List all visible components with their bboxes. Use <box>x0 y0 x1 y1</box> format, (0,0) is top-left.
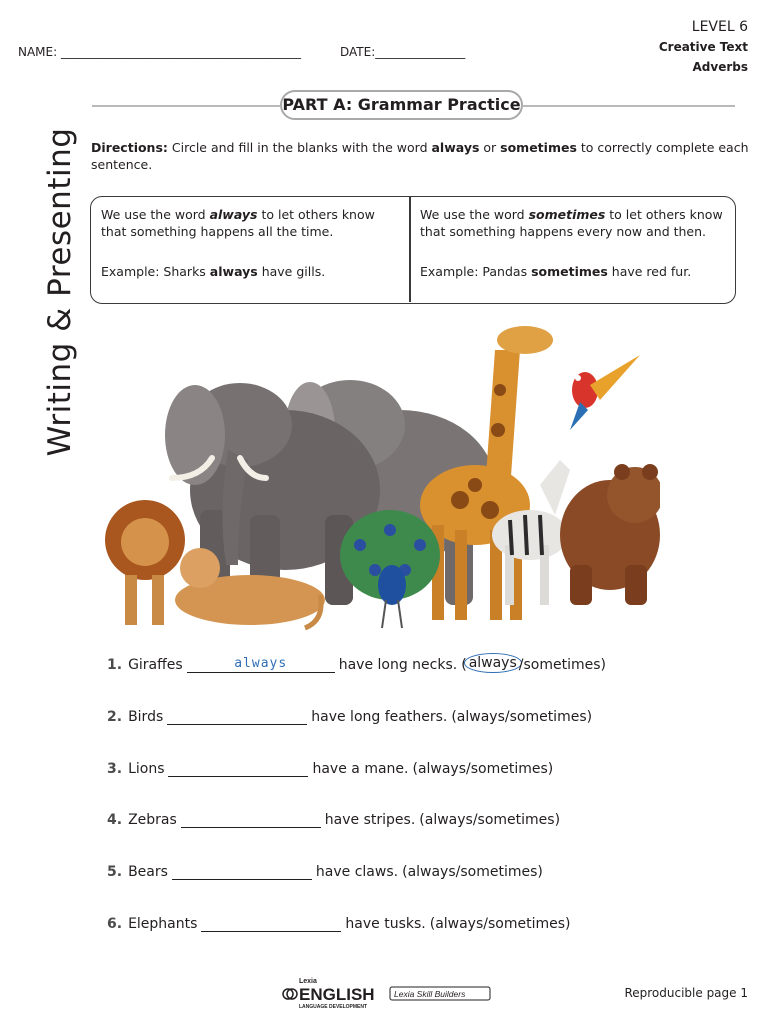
choice-paren: ) <box>554 812 561 828</box>
choice-paren: ( <box>461 657 467 673</box>
exercise-subject: Lions <box>128 761 165 777</box>
rule-text: to let others know that something happens every now and then. <box>420 207 723 239</box>
exercise-number: 4. <box>107 812 123 828</box>
choice-sometimes[interactable]: sometimes <box>487 916 566 932</box>
rule-always <box>101 206 391 280</box>
directions <box>91 139 751 173</box>
rule-text: to let others know that something happens all the time. <box>101 207 375 239</box>
choice-always[interactable]: always <box>456 709 505 725</box>
choice-separator: / <box>483 916 488 932</box>
exercise-6 <box>107 910 571 932</box>
rule-always-text <box>101 206 391 240</box>
directions-word-sometimes: sometimes <box>500 140 577 155</box>
directions-word-always: always <box>431 140 480 155</box>
example-always <box>101 263 391 280</box>
choice-sometimes[interactable]: sometimes <box>523 657 601 673</box>
choice-sometimes[interactable]: sometimes <box>470 761 548 777</box>
exercise-subject: Zebras <box>128 812 177 828</box>
exercise-2 <box>107 703 592 725</box>
lion-icon <box>105 500 185 625</box>
exercise-number: 5. <box>107 864 123 880</box>
choice-paren: ) <box>547 761 554 777</box>
exercise-subject: Elephants <box>128 916 198 932</box>
answer-blank[interactable] <box>201 913 341 932</box>
exercise-predicate: have tusks. <box>345 916 426 932</box>
name-field[interactable]: NAME: ________________________________________ <box>18 45 301 59</box>
answer-blank[interactable] <box>168 758 308 777</box>
topic-label: Adverbs <box>692 60 748 74</box>
logo-badge: Lexia Skill Builders <box>394 989 466 999</box>
logo-word: ENGLISH <box>299 985 375 1004</box>
exercise-subject: Bears <box>128 864 168 880</box>
exercise-5 <box>107 858 543 880</box>
logo-sub: LANGUAGE DEVELOPMENT <box>299 1004 368 1010</box>
example-text: Example: Pandas <box>420 264 532 279</box>
choice-paren: ( <box>419 812 425 828</box>
logo-brand: Lexia <box>299 978 317 985</box>
choice-paren: ) <box>586 709 593 725</box>
choice-paren: ( <box>412 761 418 777</box>
exercise-predicate: have long feathers. <box>311 709 448 725</box>
example-word: sometimes <box>531 264 608 279</box>
rule-word: always <box>209 207 258 222</box>
exercise-number: 6. <box>107 916 123 932</box>
exercise-predicate: have claws. <box>315 864 399 880</box>
answer-blank[interactable] <box>172 861 312 880</box>
choice-separator: / <box>466 761 471 777</box>
example-text: Example: Sharks <box>101 264 210 279</box>
choice-paren: ) <box>537 864 543 880</box>
exercise-number: 1. <box>107 657 123 673</box>
choice-sometimes[interactable]: sometimes <box>509 709 587 725</box>
rule-text: We use the word <box>101 207 210 222</box>
answer-text: always <box>234 656 288 671</box>
choice-always[interactable]: always <box>424 812 473 828</box>
exercise-3 <box>107 755 553 777</box>
exercise-predicate: have stripes. <box>324 812 416 828</box>
exercise-predicate: have long necks. <box>338 657 458 673</box>
directions-text: Circle and fill in the blanks with the word <box>167 140 432 155</box>
animals-illustration <box>100 310 660 640</box>
choice-sometimes[interactable]: sometimes <box>477 812 555 828</box>
exercise-number: 3. <box>107 761 123 777</box>
exercise-4 <box>107 806 560 828</box>
choice-separator: / <box>455 864 461 880</box>
date-field[interactable]: DATE:_______________ <box>340 45 466 59</box>
rule-sometimes <box>420 206 732 280</box>
choice-always[interactable]: always <box>435 916 484 932</box>
exercise-number: 2. <box>107 709 123 725</box>
rule-text: We use the word <box>420 207 529 222</box>
section-heading: PART A: Grammar Practice <box>280 90 523 120</box>
rule-sometimes-text <box>420 206 732 240</box>
choice-separator: / <box>472 812 478 828</box>
exercise-1 <box>107 651 606 673</box>
heading-rule-left <box>92 105 280 107</box>
subject-label: Creative Text <box>658 40 748 54</box>
side-title: Writing & Presenting <box>42 127 78 457</box>
heading-rule-right <box>523 105 735 107</box>
rule-box <box>90 196 736 304</box>
choice-paren: ( <box>451 709 457 725</box>
answer-blank[interactable] <box>181 809 321 828</box>
choice-always[interactable]: always <box>407 864 456 880</box>
exercise-predicate: have a mane. <box>312 761 409 777</box>
exercise-subject: Birds <box>128 709 164 725</box>
choice-sometimes[interactable]: sometimes <box>460 864 538 880</box>
choice-paren: ) <box>600 657 606 673</box>
directions-label: Directions: <box>91 140 168 155</box>
choice-paren: ) <box>565 916 571 932</box>
choice-separator: / <box>518 657 524 673</box>
choice-always[interactable]: always <box>417 761 467 777</box>
example-word: always <box>209 264 258 279</box>
parrot-icon <box>570 355 640 430</box>
answer-blank[interactable] <box>167 706 307 725</box>
rule-box-divider <box>409 197 411 302</box>
reproducible-page: Reproducible page 1 <box>624 986 748 1000</box>
choice-separator: / <box>504 709 510 725</box>
lexia-english-logo <box>282 975 494 1011</box>
answer-blank[interactable] <box>187 654 335 673</box>
choice-paren: ( <box>429 916 436 932</box>
directions-text: or <box>479 140 501 155</box>
example-text: have red fur. <box>607 264 692 279</box>
level-label: LEVEL 6 <box>691 19 748 35</box>
directions-text: to correctly complete each sentence. <box>91 140 749 172</box>
rule-word: sometimes <box>528 207 606 222</box>
example-text: have gills. <box>257 264 326 279</box>
choice-always-circled[interactable]: always <box>464 653 522 673</box>
exercise-subject: Giraffes <box>128 657 183 673</box>
peacock-icon <box>340 510 440 628</box>
example-sometimes <box>420 263 732 280</box>
bear-icon <box>560 464 660 605</box>
choice-paren: ( <box>402 864 408 880</box>
